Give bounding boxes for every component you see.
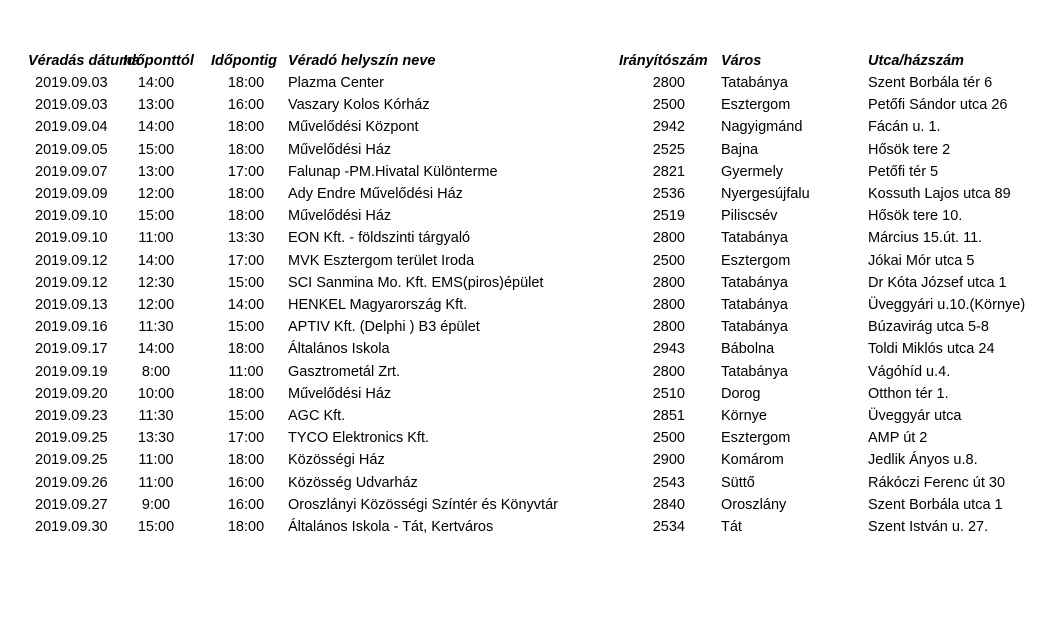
cell-to-time: 18:00 xyxy=(227,519,265,535)
cell-place-name: Plazma Center xyxy=(288,75,384,91)
table-row xyxy=(0,383,1054,405)
table-row xyxy=(0,116,1054,138)
header-date: Véradás dátuma xyxy=(28,53,141,69)
cell-zip-code: 2500 xyxy=(652,97,685,114)
cell-street-address: Rákóczi Ferenc út 30 xyxy=(868,474,1006,491)
cell-from-time: 12:00 xyxy=(137,297,175,313)
cell-city: Tatabánya xyxy=(721,230,788,247)
table-row xyxy=(0,494,1054,516)
cell-zip-code: 2500 xyxy=(652,430,685,447)
cell-from-time: 8:00 xyxy=(141,363,171,380)
cell-street-address: Búzavirág utca 5-8 xyxy=(868,319,989,336)
table-row xyxy=(0,316,1054,338)
cell-to-time: 14:00 xyxy=(227,297,265,313)
cell-date: 2019.09.27 xyxy=(35,496,108,513)
cell-place-name: Művelődési Ház xyxy=(288,208,392,225)
cell-city: Tatabánya xyxy=(721,363,788,380)
cell-street-address: Dr Kóta József utca 1 xyxy=(868,274,1007,291)
cell-date: 2019.09.10 xyxy=(35,230,108,247)
cell-from-time: 12:00 xyxy=(137,186,175,202)
cell-to-time: 13:30 xyxy=(227,230,265,247)
cell-zip-code: 2534 xyxy=(652,519,685,535)
cell-zip-code: 2510 xyxy=(652,385,685,402)
cell-street-address: Szent Borbála utca 1 xyxy=(868,496,1003,513)
cell-street-address: Hősök tere 10. xyxy=(868,208,963,225)
cell-city: Oroszlány xyxy=(721,496,787,513)
table-row xyxy=(0,405,1054,427)
table-row xyxy=(0,427,1054,449)
table-row xyxy=(0,227,1054,249)
cell-street-address: Szent István u. 27. xyxy=(868,519,989,535)
cell-from-time: 14:00 xyxy=(137,75,175,91)
cell-date: 2019.09.07 xyxy=(35,163,108,180)
cell-to-time: 16:00 xyxy=(227,496,265,513)
cell-to-time: 18:00 xyxy=(227,141,265,158)
cell-date: 2019.09.05 xyxy=(35,141,108,158)
table-row xyxy=(0,294,1054,316)
cell-place-name: TYCO Elektronics Kft. xyxy=(288,430,430,447)
cell-to-time: 15:00 xyxy=(227,408,265,424)
cell-street-address: Március 15.út. 11. xyxy=(868,230,983,247)
cell-place-name: Művelődési Központ xyxy=(288,119,419,136)
cell-street-address: AMP út 2 xyxy=(868,430,928,447)
cell-to-time: 18:00 xyxy=(227,208,265,225)
cell-zip-code: 2543 xyxy=(652,474,685,491)
cell-date: 2019.09.03 xyxy=(35,97,108,114)
cell-city: Gyermely xyxy=(721,163,784,180)
cell-city: Süttő xyxy=(721,474,755,491)
cell-place-name: Oroszlányi Közösségi Színtér és Könyvtár xyxy=(288,496,558,513)
cell-from-time: 9:00 xyxy=(141,496,171,513)
cell-from-time: 13:00 xyxy=(137,163,175,180)
cell-zip-code: 2840 xyxy=(652,496,685,513)
cell-place-name: Közösség Udvarház xyxy=(288,474,418,491)
cell-date: 2019.09.10 xyxy=(35,208,108,225)
cell-from-time: 11:00 xyxy=(138,452,174,469)
cell-to-time: 11:00 xyxy=(228,363,264,380)
cell-to-time: 16:00 xyxy=(227,97,265,114)
cell-city: Piliscsév xyxy=(721,208,778,225)
cell-from-time: 14:00 xyxy=(137,341,175,358)
table-row xyxy=(0,250,1054,272)
cell-date: 2019.09.25 xyxy=(35,430,108,447)
cell-place-name: EON Kft. - földszinti tárgyaló xyxy=(288,230,471,247)
cell-from-time: 11:00 xyxy=(138,474,174,491)
cell-from-time: 12:30 xyxy=(137,274,175,291)
cell-zip-code: 2942 xyxy=(652,119,685,136)
cell-to-time: 18:00 xyxy=(227,119,265,136)
cell-place-name: Vaszary Kolos Kórház xyxy=(288,97,430,114)
cell-zip-code: 2800 xyxy=(652,75,685,91)
cell-street-address: Kossuth Lajos utca 89 xyxy=(868,186,1011,202)
table-header-row xyxy=(0,50,1054,72)
header-from: Időponttól xyxy=(123,53,194,69)
cell-from-time: 14:00 xyxy=(137,119,175,136)
cell-from-time: 15:00 xyxy=(137,208,175,225)
cell-street-address: Jókai Mór utca 5 xyxy=(868,252,975,269)
header-street: Utca/házszám xyxy=(868,53,964,69)
cell-street-address: Jedlik Ányos u.8. xyxy=(868,452,978,469)
table-row xyxy=(0,449,1054,471)
cell-to-time: 18:00 xyxy=(227,385,265,402)
cell-street-address: Otthon tér 1. xyxy=(868,385,949,402)
cell-city: Nagyigmánd xyxy=(721,119,803,136)
cell-city: Esztergom xyxy=(721,430,791,447)
cell-from-time: 11:30 xyxy=(138,408,174,424)
cell-from-time: 10:00 xyxy=(137,385,175,402)
cell-from-time: 11:00 xyxy=(138,230,174,247)
cell-city: Tatabánya xyxy=(721,297,788,313)
cell-date: 2019.09.20 xyxy=(35,385,108,402)
cell-city: Komárom xyxy=(721,452,784,469)
cell-place-name: Falunap -PM.Hivatal Különterme xyxy=(288,163,498,180)
cell-from-time: 13:00 xyxy=(137,97,175,114)
cell-to-time: 18:00 xyxy=(227,75,265,91)
cell-to-time: 16:00 xyxy=(227,474,265,491)
cell-to-time: 18:00 xyxy=(227,341,265,358)
table-row xyxy=(0,72,1054,94)
cell-date: 2019.09.09 xyxy=(35,186,108,202)
header-place: Véradó helyszín neve xyxy=(288,53,436,69)
cell-date: 2019.09.30 xyxy=(35,519,108,535)
cell-zip-code: 2943 xyxy=(652,341,685,358)
cell-place-name: Gasztrometál Zrt. xyxy=(288,363,400,380)
cell-zip-code: 2800 xyxy=(652,297,685,313)
cell-street-address: Üveggyári u.10.(Környe) xyxy=(868,297,1026,313)
cell-city: Bábolna xyxy=(721,341,775,358)
cell-to-time: 17:00 xyxy=(227,163,265,180)
cell-street-address: Szent Borbála tér 6 xyxy=(868,75,993,91)
header-to: Időpontig xyxy=(211,53,278,69)
cell-from-time: 13:30 xyxy=(137,430,175,447)
table-row xyxy=(0,139,1054,161)
cell-from-time: 11:30 xyxy=(138,319,174,336)
cell-zip-code: 2519 xyxy=(652,208,685,225)
cell-zip-code: 2800 xyxy=(652,363,685,380)
cell-place-name: APTIV Kft. (Delphi ) B3 épület xyxy=(288,319,480,336)
cell-city: Bajna xyxy=(721,141,759,158)
cell-street-address: Vágóhíd u.4. xyxy=(868,363,951,380)
table-row xyxy=(0,161,1054,183)
cell-zip-code: 2500 xyxy=(652,252,685,269)
cell-street-address: Petőfi tér 5 xyxy=(868,163,939,180)
cell-from-time: 15:00 xyxy=(137,519,175,535)
cell-city: Környe xyxy=(721,408,767,424)
cell-zip-code: 2800 xyxy=(652,274,685,291)
cell-date: 2019.09.17 xyxy=(35,341,108,358)
cell-street-address: Fácán u. 1. xyxy=(868,119,941,136)
cell-city: Nyergesújfalu xyxy=(721,186,810,202)
cell-date: 2019.09.04 xyxy=(35,119,108,136)
cell-place-name: SCI Sanmina Mo. Kft. EMS(piros)épület xyxy=(288,274,544,291)
cell-place-name: Általános Iskola - Tát, Kertváros xyxy=(288,519,494,535)
cell-zip-code: 2525 xyxy=(652,141,685,158)
cell-place-name: HENKEL Magyarország Kft. xyxy=(288,297,468,313)
cell-city: Esztergom xyxy=(721,252,791,269)
table-row xyxy=(0,516,1054,538)
cell-city: Tatabánya xyxy=(721,274,788,291)
header-city: Város xyxy=(721,53,762,69)
cell-city: Tatabánya xyxy=(721,75,788,91)
cell-street-address: Petőfi Sándor utca 26 xyxy=(868,97,1008,114)
cell-zip-code: 2800 xyxy=(652,230,685,247)
header-zip: Irányítószám xyxy=(619,53,708,69)
table-row xyxy=(0,94,1054,116)
cell-place-name: Általános Iskola xyxy=(288,341,390,358)
cell-date: 2019.09.25 xyxy=(35,452,108,469)
cell-date: 2019.09.12 xyxy=(35,274,108,291)
cell-zip-code: 2851 xyxy=(652,408,685,424)
cell-city: Esztergom xyxy=(721,97,791,114)
cell-date: 2019.09.19 xyxy=(35,363,108,380)
table-row xyxy=(0,338,1054,360)
cell-place-name: AGC Kft. xyxy=(288,408,346,424)
cell-place-name: Ady Endre Művelődési Ház xyxy=(288,186,463,202)
cell-zip-code: 2821 xyxy=(652,163,685,180)
cell-to-time: 15:00 xyxy=(227,319,265,336)
cell-to-time: 17:00 xyxy=(227,252,265,269)
cell-zip-code: 2900 xyxy=(652,452,685,469)
cell-to-time: 17:00 xyxy=(227,430,265,447)
cell-place-name: MVK Esztergom terület Iroda xyxy=(288,252,475,269)
cell-city: Tatabánya xyxy=(721,319,788,336)
cell-place-name: Művelődési Ház xyxy=(288,141,392,158)
cell-place-name: Művelődési Ház xyxy=(288,385,392,402)
cell-date: 2019.09.12 xyxy=(35,252,108,269)
cell-zip-code: 2536 xyxy=(652,186,685,202)
cell-zip-code: 2800 xyxy=(652,319,685,336)
cell-city: Tát xyxy=(721,519,742,535)
table-row xyxy=(0,272,1054,294)
cell-date: 2019.09.16 xyxy=(35,319,108,336)
cell-to-time: 18:00 xyxy=(227,186,265,202)
cell-street-address: Üveggyár utca xyxy=(868,408,962,424)
cell-place-name: Közösségi Ház xyxy=(288,452,385,469)
cell-from-time: 15:00 xyxy=(137,141,175,158)
table-row xyxy=(0,205,1054,227)
table-row xyxy=(0,183,1054,205)
cell-date: 2019.09.13 xyxy=(35,297,108,313)
cell-to-time: 15:00 xyxy=(227,274,265,291)
cell-city: Dorog xyxy=(721,385,761,402)
cell-to-time: 18:00 xyxy=(227,452,265,469)
cell-street-address: Toldi Miklós utca 24 xyxy=(868,341,995,358)
cell-date: 2019.09.23 xyxy=(35,408,108,424)
table-row xyxy=(0,361,1054,383)
cell-date: 2019.09.03 xyxy=(35,75,108,91)
cell-date: 2019.09.26 xyxy=(35,474,108,491)
cell-from-time: 14:00 xyxy=(137,252,175,269)
cell-street-address: Hősök tere 2 xyxy=(868,141,951,158)
table-row xyxy=(0,472,1054,494)
